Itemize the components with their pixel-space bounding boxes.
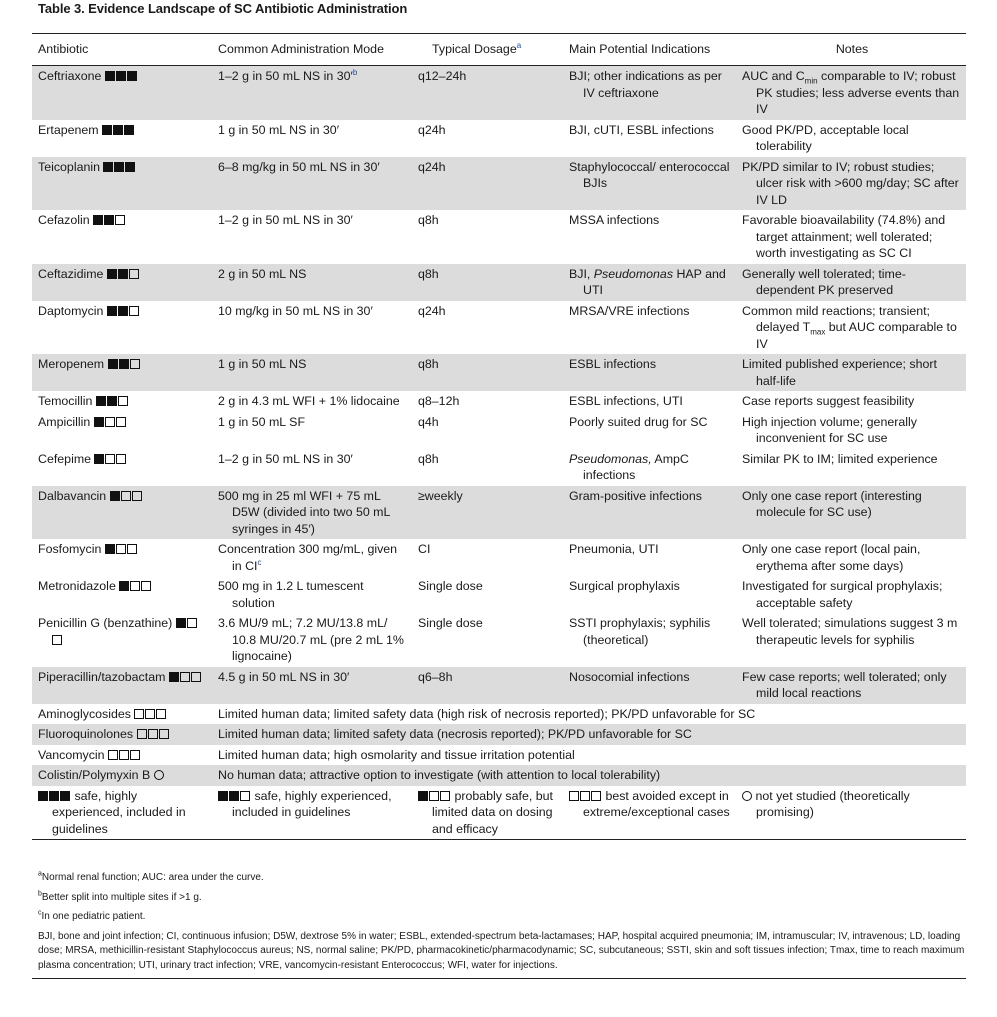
filled-square-icon <box>113 125 123 135</box>
evidence-rating-icon <box>569 789 602 803</box>
evidence-rating-icon <box>102 123 135 137</box>
empty-square-icon <box>116 544 126 554</box>
filled-square-icon <box>114 162 124 172</box>
filled-square-icon <box>418 791 428 801</box>
cell-mode: 1–2 g in 50 mL NS in 30′ <box>218 451 353 466</box>
evidence-rating-icon <box>742 789 752 803</box>
cell-notes: Common mild reactions; transient; delayed $T_{max}$ but AUC comparable to IV <box>742 303 957 351</box>
filled-square-icon <box>169 672 179 682</box>
filled-square-icon <box>127 71 137 81</box>
filled-square-icon <box>229 791 239 801</box>
cell-notes: Favorable bioavailability (74.8%) and target attainment; well tolerated; worth investigating as SC CI <box>742 213 946 260</box>
table-row <box>32 667 966 704</box>
cell-antibiotic: Ceftriaxone <box>32 66 212 120</box>
cell-mode: 1–2 g in 50 mL NS in $30'^b$ <box>212 66 412 120</box>
cell-indications: Poorly suited drug for SC <box>569 414 708 429</box>
empty-square-icon <box>105 417 115 427</box>
cell-dosage: q4h <box>418 414 439 429</box>
cell-indications: BJI, cUTI, ESBL infections <box>569 122 714 137</box>
empty-square-icon <box>569 791 579 801</box>
legend-item: best avoided except in extreme/exceptional cases <box>563 786 736 840</box>
cell-antibiotic: Temocillin <box>32 391 212 412</box>
filled-square-icon <box>94 417 104 427</box>
cell-antibiotic: Fosfomycin <box>32 539 212 576</box>
cell-notes: AUC and $C_{min}$ comparable to IV; robust PK studies; less adverse events than IV <box>736 66 966 120</box>
cell-notes: Only one case report (interesting molecule for SC use) <box>736 486 966 540</box>
table-row <box>32 613 966 667</box>
cell-dosage: q12–24h <box>412 66 563 120</box>
cell-antibiotic: Colistin/Polymyxin B <box>32 765 212 786</box>
evidence-rating-icon <box>107 267 140 281</box>
cell-indications: Nosocomial infections <box>563 667 736 704</box>
empty-square-icon <box>148 729 158 739</box>
empty-square-icon <box>132 491 142 501</box>
cell-dosage: q8–12h <box>418 394 460 408</box>
cell-indications: BJI; other indications as per IV ceftriaxone <box>563 66 736 120</box>
cell-indications: MSSA infections <box>569 213 660 227</box>
cell-dosage: q24h <box>418 303 446 318</box>
legend-item: safe, highly experienced, included in guidelines <box>32 786 212 840</box>
filled-square-icon <box>105 71 115 81</box>
empty-square-icon <box>145 709 155 719</box>
table-row <box>32 412 966 449</box>
cell-dosage: q8h <box>418 451 439 466</box>
empty-square-icon <box>130 750 140 760</box>
cell-antibiotic: Piperacillin/tazobactam <box>32 667 212 704</box>
cell-indications: Pneumonia, UTI <box>569 542 659 556</box>
cell-dosage: q8h <box>412 354 563 391</box>
cell-dosage: Single dose <box>418 579 483 593</box>
cell-mode: 10 mg/kg in 50 mL NS in 30′ <box>218 303 373 318</box>
filled-square-icon <box>49 791 59 801</box>
circle-icon <box>742 791 752 801</box>
abbreviations: BJI, bone and joint infection; CI, continuous infusion; D5W, dextrose 5% in water; ESBL, extended-spectrum beta-lactamases; HAP, hospital acquired pneumonia; IM, intramuscular; IV, intravenous; LD, loading dose; MRSA, methicillin-resistant Staphylococcus aureus; NS, normal saline; PK/PD, pharmacokinetic/pharmacodynamic; SC, subcutaneous; SSTI, skin and soft tissues infection; Tmax, time to reach maximum plasma concentration; UTI, urinary tract infection; VRE, vancomycin-resistant Enterococcus; WFI, water for injections. <box>38 930 965 971</box>
table-row <box>32 301 966 355</box>
table-title: Table 3. Evidence Landscape of SC Antibiotic Administration <box>38 1 408 16</box>
cell-mode: 3.6 MU/9 mL; 7.2 MU/13.8 mL/ 10.8 MU/20.7 mL (pre 2 mL 1% lignocaine) <box>218 616 404 663</box>
table-row <box>32 354 966 391</box>
empty-square-icon <box>129 269 139 279</box>
cell-indications: ESBL infections <box>563 354 736 391</box>
cell-antibiotic: Meropenem <box>32 354 212 391</box>
header-antibiotic: Antibiotic <box>32 34 212 66</box>
filled-square-icon <box>118 269 128 279</box>
cell-mode: 6–8 mg/kg in 50 mL NS in 30′ <box>212 157 412 211</box>
empty-square-icon <box>127 544 137 554</box>
filled-square-icon <box>110 491 120 501</box>
table-row <box>32 120 966 157</box>
cell-dosage: q24h <box>412 157 563 211</box>
evidence-rating-icon <box>108 748 141 762</box>
cell-antibiotic: Penicillin G (benzathine) <box>32 613 212 667</box>
cell-notes: Only one case report (local pain, erythema after some days) <box>742 542 921 573</box>
footnote-a: $^a$Normal renal function; AUC: area under the curve. <box>38 870 264 883</box>
legend-item: not yet studied (theoretically promising) <box>736 786 966 840</box>
evidence-rating-icon <box>93 213 126 227</box>
filled-square-icon <box>124 125 134 135</box>
filled-square-icon <box>107 396 117 406</box>
evidence-table <box>32 33 966 840</box>
evidence-rating-icon <box>110 489 143 503</box>
header-row <box>32 34 966 66</box>
cell-notes: Investigated for surgical prophylaxis; acceptable safety <box>742 579 943 610</box>
footnotes <box>38 871 968 978</box>
header-mode: Common Administration Mode <box>212 34 412 66</box>
cell-antibiotic: Metronidazole <box>32 576 212 613</box>
empty-square-icon <box>130 581 140 591</box>
evidence-rating-icon <box>103 160 136 174</box>
evidence-rating-icon <box>96 394 129 408</box>
cell-notes: Few case reports; well tolerated; only mild local reactions <box>736 667 966 704</box>
table-row <box>32 724 966 745</box>
cell-dosage: Single dose <box>418 616 483 630</box>
cell-dosage: ≥weekly <box>412 486 563 540</box>
filled-square-icon <box>105 544 115 554</box>
filled-square-icon <box>94 454 104 464</box>
cell-notes: Generally well tolerated; time-dependent PK preserved <box>736 264 966 301</box>
cell-notes: Similar PK to IM; limited experience <box>742 451 938 466</box>
filled-square-icon <box>38 791 48 801</box>
cell-mode: 1 g in 50 mL NS <box>212 354 412 391</box>
cell-notes: Limited published experience; short half-life <box>736 354 966 391</box>
empty-square-icon <box>105 454 115 464</box>
filled-square-icon <box>107 269 117 279</box>
table-row <box>32 210 966 264</box>
empty-square-icon <box>141 581 151 591</box>
legend-row <box>32 786 966 840</box>
cell-summary: Limited human data; limited safety data (necrosis reported); PK/PD unfavorable for SC <box>212 724 966 745</box>
empty-square-icon <box>115 215 125 225</box>
cell-indications: Gram-positive infections <box>563 486 736 540</box>
filled-square-icon <box>93 215 103 225</box>
footnote-b: $^b$Better split into multiple sites if >1 g. <box>38 890 202 903</box>
cell-indications: Staphylococcal/ enterococcal BJIs <box>563 157 736 211</box>
cell-notes: Case reports suggest feasibility <box>742 394 915 408</box>
evidence-rating-icon <box>134 707 167 721</box>
table-row <box>32 765 966 786</box>
cell-notes: Good PK/PD, acceptable local tolerability <box>742 122 909 153</box>
empty-square-icon <box>52 635 62 645</box>
empty-square-icon <box>187 618 197 628</box>
evidence-rating-icon <box>94 415 127 429</box>
empty-square-icon <box>240 791 250 801</box>
evidence-rating-icon <box>38 789 71 803</box>
table-row <box>32 264 966 301</box>
empty-square-icon <box>429 791 439 801</box>
table-row <box>32 486 966 540</box>
cell-notes: High injection volume; generally inconvenient for SC use <box>742 414 917 445</box>
empty-square-icon <box>134 709 144 719</box>
filled-square-icon <box>116 71 126 81</box>
cell-summary: No human data; attractive option to investigate (with attention to local tolerability) <box>212 765 966 786</box>
empty-square-icon <box>156 709 166 719</box>
evidence-rating-icon <box>105 542 138 556</box>
footnote-c: $^c$In one pediatric patient. <box>38 909 146 922</box>
circle-icon <box>154 770 164 780</box>
header-indications: Main Potential Indications <box>563 34 736 66</box>
cell-mode: 1 g in 50 mL SF <box>218 414 306 429</box>
cell-indications: SSTI prophylaxis; syphilis (theoretical) <box>569 616 711 647</box>
filled-square-icon <box>60 791 70 801</box>
cell-mode: 4.5 g in 50 mL NS in 30′ <box>212 667 412 704</box>
evidence-rating-icon <box>154 768 164 782</box>
bottom-rule <box>32 978 966 979</box>
cell-antibiotic: Ampicillin <box>32 412 212 449</box>
filled-square-icon <box>176 618 186 628</box>
empty-square-icon <box>121 491 131 501</box>
cell-dosage: q24h <box>418 122 446 137</box>
cell-mode: 1–2 g in 50 mL NS in 30′ <box>218 213 353 227</box>
cell-dosage: q6–8h <box>412 667 563 704</box>
empty-square-icon <box>130 359 140 369</box>
evidence-rating-icon <box>137 727 170 741</box>
evidence-rating-icon <box>218 789 251 803</box>
filled-square-icon <box>119 581 129 591</box>
cell-mode: 2 g in 50 mL NS <box>212 264 412 301</box>
cell-antibiotic: Cefazolin <box>32 210 212 264</box>
empty-square-icon <box>116 454 126 464</box>
empty-square-icon <box>440 791 450 801</box>
cell-mode: 2 g in 4.3 mL WFI + 1% lidocaine <box>218 394 400 408</box>
table-row <box>32 704 966 725</box>
cell-indications: ESBL infections, UTI <box>569 394 683 408</box>
table-row <box>32 539 966 576</box>
filled-square-icon <box>104 215 114 225</box>
filled-square-icon <box>96 396 106 406</box>
filled-square-icon <box>108 359 118 369</box>
cell-notes: Well tolerated; simulations suggest 3 m therapeutic levels for syphilis <box>742 616 958 647</box>
table-row <box>32 66 966 120</box>
filled-square-icon <box>125 162 135 172</box>
filled-square-icon <box>218 791 228 801</box>
cell-summary: Limited human data; high osmolarity and tissue irritation potential <box>218 747 575 762</box>
empty-square-icon <box>118 396 128 406</box>
cell-antibiotic: Fluoroquinolones <box>32 724 212 745</box>
table-row <box>32 157 966 211</box>
cell-antibiotic: Aminoglycosides <box>32 704 212 725</box>
cell-mode: Concentration 300 mg/mL, given in $CI^c$ <box>218 542 398 573</box>
empty-square-icon <box>137 729 147 739</box>
evidence-rating-icon <box>418 789 451 803</box>
filled-square-icon <box>118 306 128 316</box>
cell-indications: MRSA/VRE infections <box>569 303 690 318</box>
evidence-rating-icon <box>94 452 127 466</box>
empty-square-icon <box>180 672 190 682</box>
cell-indications: Surgical prophylaxis <box>569 579 680 593</box>
table-row <box>32 449 966 486</box>
empty-square-icon <box>159 729 169 739</box>
cell-antibiotic: Ceftazidime <box>32 264 212 301</box>
empty-square-icon <box>116 417 126 427</box>
empty-square-icon <box>129 306 139 316</box>
cell-summary: Limited human data; limited safety data (high risk of necrosis reported); PK/PD unfavorable for SC <box>218 706 756 721</box>
evidence-rating-icon <box>105 69 138 83</box>
evidence-rating-icon <box>119 579 152 593</box>
evidence-rating-icon <box>169 670 202 684</box>
table-row <box>32 576 966 613</box>
header-notes: Notes <box>736 34 966 66</box>
empty-square-icon <box>119 750 129 760</box>
cell-dosage: q8h <box>418 213 439 227</box>
empty-square-icon <box>191 672 201 682</box>
cell-mode: 500 mg in 25 ml WFI + 75 mL D5W (divided into two 50 mL syringes in 45′) <box>212 486 412 540</box>
filled-square-icon <box>102 125 112 135</box>
cell-indications: BJI, Pseudomonas HAP and UTI <box>563 264 736 301</box>
cell-mode: 1 g in 50 mL NS in 30′ <box>218 122 340 137</box>
evidence-rating-icon <box>107 304 140 318</box>
empty-square-icon <box>108 750 118 760</box>
legend-item: safe, highly experienced, included in guidelines <box>212 786 412 840</box>
filled-square-icon <box>103 162 113 172</box>
cell-dosage: q8h <box>412 264 563 301</box>
cell-antibiotic: Teicoplanin <box>32 157 212 211</box>
cell-notes: PK/PD similar to IV; robust studies; ulcer risk with >600 mg/day; SC after IV LD <box>736 157 966 211</box>
cell-antibiotic: Dalbavancin <box>32 486 212 540</box>
filled-square-icon <box>119 359 129 369</box>
empty-square-icon <box>580 791 590 801</box>
evidence-rating-icon <box>108 357 141 371</box>
cell-indications: Pseudomonas, AmpC infections <box>569 451 689 482</box>
table-row <box>32 391 966 412</box>
cell-mode: 500 mg in 1.2 L tumescent solution <box>218 579 364 610</box>
cell-antibiotic: Ertapenem <box>32 120 212 157</box>
cell-antibiotic: Daptomycin <box>32 301 212 355</box>
cell-antibiotic: Cefepime <box>32 449 212 486</box>
filled-square-icon <box>107 306 117 316</box>
legend-item: probably safe, but limited data on dosing and efficacy <box>412 786 563 840</box>
cell-antibiotic: Vancomycin <box>32 745 212 766</box>
header-dosage: Typical Dosage$^a$ <box>412 34 563 66</box>
table-row <box>32 745 966 766</box>
cell-dosage: CI <box>418 542 431 556</box>
empty-square-icon <box>591 791 601 801</box>
